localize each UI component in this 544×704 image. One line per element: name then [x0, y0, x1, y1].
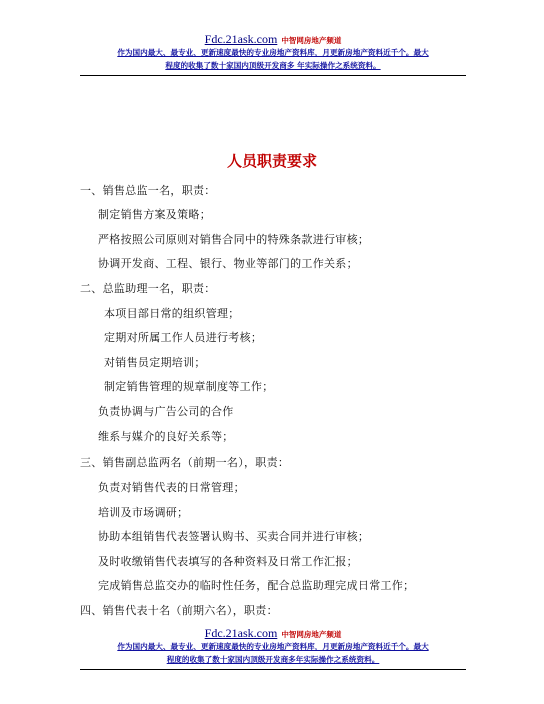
site-line: [80, 624, 466, 640]
duty-item: 协助本组销售代表签署认购书、买卖合同并进行审核；: [98, 530, 370, 543]
duty-item: 本项目部日常的组织管理；: [104, 307, 240, 320]
section-heading-deputy-director: 三、销售副总监两名（前期一名），职责：: [80, 456, 290, 469]
header-divider: [80, 75, 466, 76]
footer-description-line-2: 程度的收集了数十家国内顶级开发商多年实际操作之系统资料。: [166, 655, 380, 664]
page-header: [80, 30, 466, 76]
header-description-line-2: 程度的收集了数十家国内顶级开发商多 年实际操作之系统资料。: [165, 61, 381, 70]
channel-name: 中智网房地产频道: [281, 36, 342, 45]
duty-item: 严格按照公司原则对销售合同中的特殊条款进行审核；: [98, 233, 370, 246]
duty-item: 完成销售总监交办的临时性任务，配合总监助理完成日常工作；: [98, 579, 415, 592]
duty-item: 对销售员定期培训；: [104, 356, 206, 369]
page-footer: [80, 624, 466, 670]
duty-item: 制定销售方案及策略；: [98, 208, 211, 221]
section-heading-sales-representative: 四、销售代表十名（前期六名），职责：: [80, 604, 278, 617]
section-heading-sales-director: 一、销售总监一名，职责：: [80, 184, 216, 197]
document-title: 人员职责要求: [226, 152, 317, 170]
site-link[interactable]: Fdc.21ask.com: [204, 626, 278, 640]
duty-item: 负责对销售代表的日常管理；: [98, 481, 245, 494]
duty-item: 维系与媒介的良好关系等；: [98, 430, 234, 443]
duty-item: 负责协调与广告公司的合作: [98, 405, 234, 418]
header-description-line-1: 作为国内最大、最专业、更新速度最快的专业房地产资料库，月更新房地产资料近千个。最大: [117, 48, 429, 57]
duty-item: 协调开发商、工程、银行、物业等部门的工作关系；: [98, 257, 358, 270]
site-link[interactable]: Fdc.21ask.com: [204, 32, 278, 46]
channel-name: 中智网房地产频道: [281, 630, 342, 639]
duty-item: 制定销售管理的规章制度等工作；: [104, 380, 274, 393]
duty-item: 定期对所属工作人员进行考核；: [104, 331, 263, 344]
duty-item: 培训及市场调研；: [98, 506, 189, 519]
duty-item: 及时收缴销售代表填写的各种资料及日常工作汇报；: [98, 555, 358, 568]
footer-divider: [80, 669, 466, 670]
section-heading-director-assistant: 二、总监助理一名，职责：: [80, 282, 216, 295]
footer-description-line-1: 作为国内最大、最专业、更新速度最快的专业房地产资料库，月更新房地产资料近千个。最大: [117, 642, 429, 651]
site-line: [80, 30, 466, 46]
